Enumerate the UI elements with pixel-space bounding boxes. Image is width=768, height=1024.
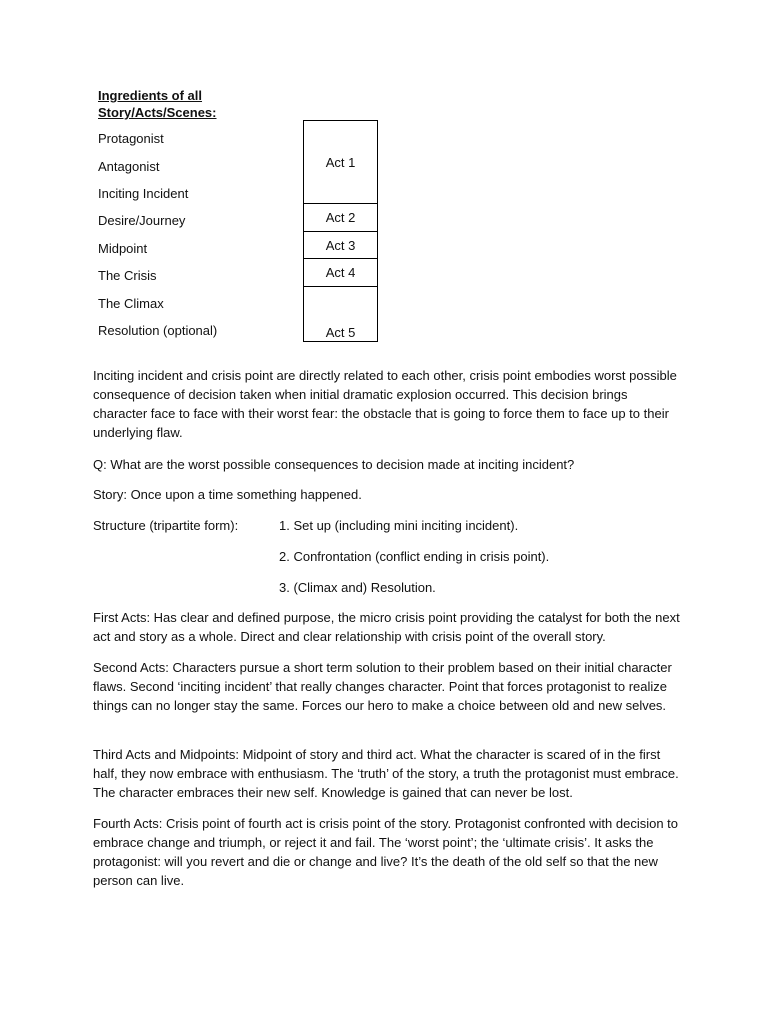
act-5-label: Act 5 [325, 325, 356, 340]
act-3-label: Act 3 [325, 237, 356, 253]
ingredient-the-crisis: The Crisis [98, 268, 157, 283]
ingredient-inciting-incident: Inciting Incident [98, 186, 189, 201]
question-paragraph: Q: What are the worst possible consequences to decision made at inciting incident? [93, 457, 575, 472]
ingredient-desire-journey: Desire/Journey [98, 213, 186, 228]
structure-item-3: 3. (Climax and) Resolution. [279, 580, 436, 595]
third-acts-paragraph: Third Acts and Midpoints: Midpoint of story and third act. What the character is scared of in the first half, they now embrace with enthusiasm. The ‘truth’ of the story, a truth the protagonist must embrace. The character embraces their new self. Knowledge is gained that can never be lost. [93, 747, 679, 800]
ingredient-resolution: Resolution (optional) [98, 323, 218, 338]
structure-label: Structure (tripartite form): [93, 518, 239, 533]
heading-line-1: Ingredients of all [98, 88, 203, 103]
heading-line-2: Story/Acts/Scenes: [98, 105, 217, 120]
section-heading [98, 87, 217, 121]
second-acts-paragraph: Second Acts: Characters pursue a short term solution to their problem based on their initial character flaws. Second ‘inciting incident’ that really changes character. Point that forces protagonist to realize things can no longer stay the same. Forces our hero to make a choice between old and new selves. [93, 660, 672, 713]
act-2-label: Act 2 [325, 210, 356, 225]
act-4-label: Act 4 [325, 265, 356, 280]
act-3-cell [304, 232, 377, 259]
act-4-cell [304, 259, 377, 287]
first-acts-paragraph: First Acts: Has clear and defined purpose, the micro crisis point providing the catalyst for both the next act and story as a whole. Direct and clear relationship with crisis point of the overall story. [93, 610, 680, 644]
act-2-cell [304, 204, 377, 232]
ingredient-the-climax: The Climax [98, 296, 164, 311]
story-paragraph: Story: Once upon a time something happened. [93, 487, 362, 502]
fourth-acts-paragraph: Fourth Acts: Crisis point of fourth act is crisis point of the story. Protagonist confronted with decision to embrace change and triumph, or reject it and fail. The ‘worst point’; the ‘ultimate crisis’. It asks the protagonist: will you revert and die or change and live? It’s the death of the old self so that the new person can live. [93, 816, 679, 888]
ingredient-protagonist: Protagonist [98, 131, 164, 146]
inciting-paragraph: Inciting incident and crisis point are directly related to each other, crisis point embodies worst possible consequence of decision taken when initial dramatic explosion occurred. This decision brings character face to face with their worst fear: the obstacle that is going to force them to face up to their underlying flaw. [93, 368, 677, 440]
act-1-cell [304, 121, 377, 204]
act-1-label: Act 1 [325, 154, 356, 170]
ingredient-antagonist: Antagonist [98, 159, 160, 174]
act-5-cell [304, 287, 377, 341]
structure-item-1: 1. Set up (including mini inciting incident). [279, 518, 519, 533]
structure-item-2: 2. Confrontation (conflict ending in crisis point). [279, 549, 550, 564]
acts-table [303, 120, 378, 342]
ingredient-midpoint: Midpoint [98, 241, 148, 256]
